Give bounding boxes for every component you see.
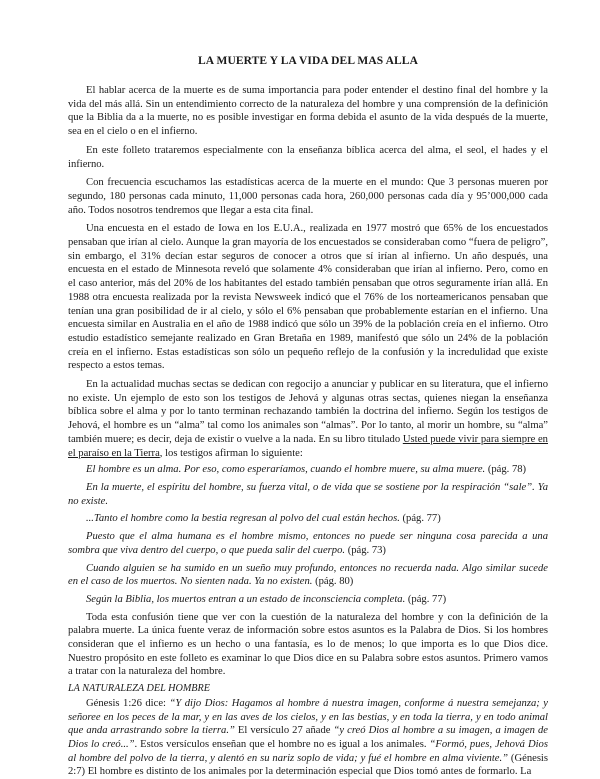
genesis-text-g: (Génesis 2:7) El hombre es distinto de los animales por la determinación especial que Dios tomó antes de formarlo. La bbox=[68, 752, 549, 778]
sects-text: En la actualidad muchas sectas se dedican con regocijo a anunciar y publicar en su literatura, que el infierno no existe. Un ejemplo de esto son los testigos de Jehová y algunas otras sectas, quienes niegan la enseñanza bíblica sobre el alma y por lo tanto terminan rechazando también la doctrina del infierno. Según los testigos de Jehová, el hombre es un “alma” tal como los animales son “almas”. Por lo tanto, al morir un hombre, su “alma” también muere; es decir, deja de existir o vuelve a la nada. En su libro titulado bbox=[68, 379, 548, 445]
quote-text: Según la Biblia, los muertos entran a un estado de inconsciencia completa. bbox=[86, 593, 406, 605]
quote-text: En la muerte, el espíritu del hombre, su fuerza vital, o de vida que se sostiene por la respiración “sale”. Ya no existe. bbox=[68, 481, 548, 507]
quote-ref: (pág. 77) bbox=[405, 593, 447, 605]
quote-2 bbox=[68, 481, 548, 508]
paragraph-statistics: Con frecuencia escuchamos las estadísticas acerca de la muerte en el mundo: Que 3 personas mueren por segundo, 180 personas cada minuto, 11,000 personas cada hora, 260,000 personas cada día y 95’000,000 cada año. Todos nosotros tendremos que llegar a esta cita final. bbox=[68, 177, 548, 216]
quote-text: Puesto que el alma humana es el hombre mismo, entonces no puede ser ninguna cosa parecida a una sombra que viva dentro del cuerpo, o que pueda salir del cuerpo. bbox=[68, 531, 548, 556]
quote-4 bbox=[68, 530, 548, 557]
quote-ref: (pág. 77) bbox=[399, 513, 441, 525]
quote-text: Cuando alguien se ha sumido en un sueño muy profundo, entonces no recuerda nada. Algo similar sucede en el caso de los muertos. No sienten nada. Ya no existen. bbox=[68, 562, 548, 588]
paragraph-purpose: En este folleto trataremos especialmente con la enseñanza bíblica acerca del alma, el seol, el hades y el infierno. bbox=[68, 144, 548, 170]
quote-ref: (pág. 78) bbox=[485, 464, 527, 476]
quote-text: ...Tanto el hombre como la bestia regresan al polvo del cual están hechos. bbox=[86, 513, 400, 525]
genesis-quote-1: “Y dijo Dios: Hagamos al hombre á nuestra imagen, conforme á nuestra semejanza; y señoree en los peces de la mar, y en las aves de los cielos, y en las bestias, y en toda la tierra, y en todo animal que anda arrastrando sobre la tierra.” bbox=[68, 697, 548, 737]
quote-3 bbox=[68, 512, 548, 526]
quote-ref: (pág. 80) bbox=[312, 576, 354, 588]
book-title-link: Usted puede vivir para siempre en el paraíso en la Tierra bbox=[68, 433, 548, 459]
genesis-quote-2: “y creó Dios al hombre a su imagen, a imagen de Dios lo creó...” bbox=[68, 725, 548, 750]
quote-1 bbox=[68, 463, 548, 477]
genesis-text-e: . Estos versículos enseñan que el hombre no es igual a los animales. bbox=[134, 738, 430, 750]
genesis-quote-3: “Formó, pues, Jehová Dios al hombre del polvo de la tierra, y alentó en su nariz soplo de vida; y fué el hombre en alma viviente.” bbox=[68, 738, 548, 764]
genesis-text-a: Génesis 1:26 dice: bbox=[86, 697, 170, 709]
genesis-text-c: El versículo 27 añade bbox=[234, 725, 334, 737]
paragraph-confusion: Toda esta confusión tiene que ver con la cuestión de la naturaleza del hombre y con la definición de la palabra muerte. La única fuente veraz de información sobre estos asuntos es la Palabra de Dios. Si los hombres consideran que el infierno es un hecho o una fantasía, es lo de menos; lo que importa es lo que Dios dice. Nuestro propósito en este folleto es examinar lo que Dios dice en su Palabra sobre estos asuntos. Primero vamos a tratar con la naturaleza del hombre. bbox=[68, 611, 548, 678]
sects-text-end: , los testigos afirman lo siguiente: bbox=[159, 447, 303, 459]
page-title: LA MUERTE Y LA VIDA DEL MAS ALLA bbox=[198, 55, 418, 67]
quote-5 bbox=[68, 562, 548, 589]
section-heading: LA NATURALEZA DEL HOMBRE bbox=[68, 683, 210, 695]
paragraph-intro: El hablar acerca de la muerte es de suma importancia para poder entender el destino final del hombre y la vida del más allá. Sin un entendimiento correcto de la naturaleza del hombre y una comprensión de la definición que la Biblia da a la muerte, no es posible investigar en forma debida el asunto de la vida después de la muerte, sea en el cielo o en el infierno. bbox=[68, 85, 548, 138]
paragraph-surveys: Una encuesta en el estado de Iowa en los E.U.A., realizada en 1977 mostró que 65% de los encuestados pensaban que irían al cielo. Aunque la gran mayoría de los encuestados se consideraban como “fuera de peligro”, sin embargo, el 31% decían estar seguros de conocer a otros que sí irían al infierno. Un año después, una encuesta en el estado de Minnesota reveló que solamente 4% consideraban que irían al infierno. Pero, como en el caso anterior, más del 20% de los habitantes del estado también pensaban que otros seguramente irían allá. En 1988 otra encuesta realizada por la revista Newsweek indicó que el 76% de los norteamericanos pensaban que tenían una gran posibilidad de ir al cielo, y sólo el 6% pensaban que probablemente estarían en el infierno. Una encuesta similar en Australia en el año de 1988 indicó que sólo un 39% de la población creía en el infierno. Otro estudio estadístico semejante realizado en Gran Bretaña en 1989, manifestó que sólo un 24% de la población creía en el infierno. Estas estadísticas son sólo un pequeño reflejo de la confusión y la incredulidad que existe respecto a estos temas. bbox=[68, 223, 548, 372]
paragraph-genesis bbox=[68, 697, 548, 779]
quote-ref: (pág. 73) bbox=[345, 544, 386, 556]
quote-6 bbox=[68, 593, 548, 607]
quote-text: El hombre es un alma. Por eso, como esperaríamos, cuando el hombre muere, su alma muere. bbox=[86, 464, 486, 476]
paragraph-sects bbox=[68, 378, 548, 460]
